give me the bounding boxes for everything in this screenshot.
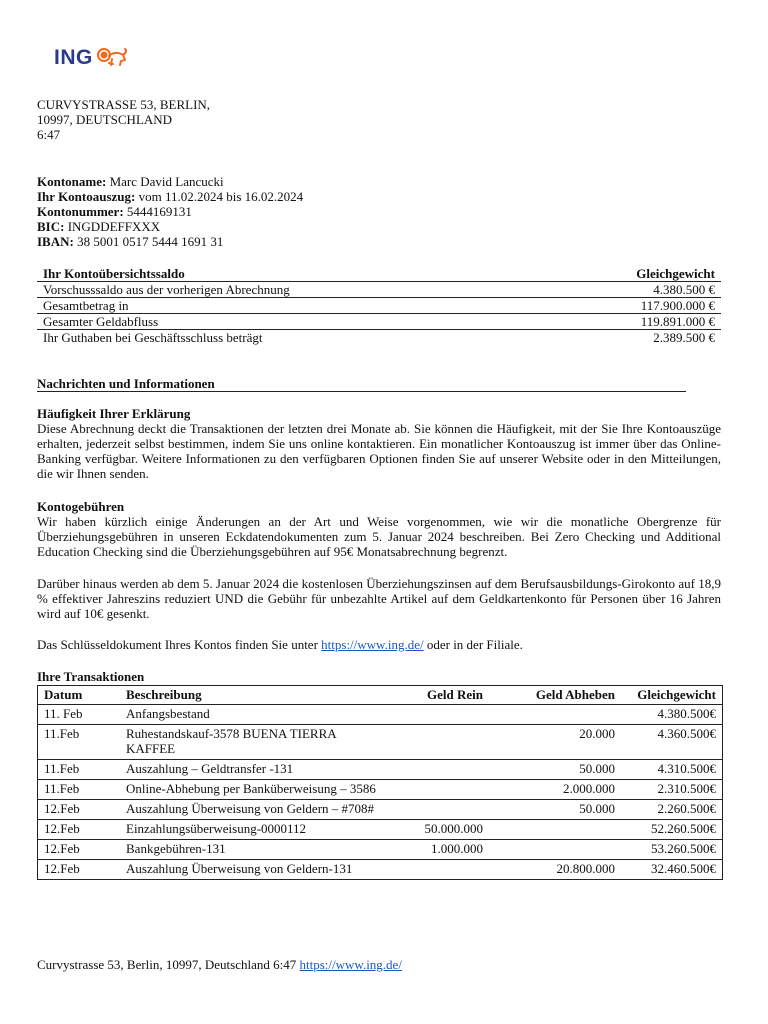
tx-in — [387, 760, 489, 780]
label: BIC: — [37, 219, 65, 234]
tx-balance: 2.260.500€ — [621, 800, 723, 820]
table-row — [38, 705, 723, 725]
tx-out — [489, 820, 621, 840]
label: Kontonummer: — [37, 204, 124, 219]
balance-summary-table — [37, 266, 721, 345]
account-details — [37, 174, 303, 249]
transactions-header — [38, 686, 723, 705]
tx-out: 20.000 — [489, 725, 621, 760]
tx-date: 11.Feb — [38, 725, 121, 760]
iban-row — [37, 234, 303, 249]
fees-additional-text: Darüber hinaus werden ab dem 5. Januar 2024 die kostenlosen Überziehungszinsen auf dem Berufsausbildungs-Girokonto auf 18,9 % effektiver Jahreszins reduziert UND die Gebühr für unbezahlte Artikel auf dem Geldkartenkonto für Personen über 16 Jahren wird auf 10€ gesenkt. — [37, 576, 721, 621]
tx-description: Auszahlung Überweisung von Geldern-131 — [120, 860, 387, 880]
news-heading: Nachrichten und Informationen — [37, 376, 686, 392]
transactions-heading: Ihre Transaktionen — [37, 669, 145, 684]
summary-header-balance: Gleichgewicht — [543, 266, 721, 282]
col-money-in: Geld Rein — [387, 686, 489, 705]
statement-frequency-section — [37, 406, 721, 481]
col-money-out: Geld Abheben — [489, 686, 621, 705]
address-line-2: 10997, DEUTSCHLAND — [37, 112, 173, 127]
tx-description: Ruhestandskauf-3578 BUENA TIERRA KAFFEE — [120, 725, 387, 760]
label: IBAN: — [37, 234, 74, 249]
tx-description: Online-Abhebung per Banküberweisung – 3586 — [120, 780, 387, 800]
tx-in — [387, 725, 489, 760]
col-description: Beschreibung — [120, 686, 387, 705]
tx-out — [489, 705, 621, 725]
tx-out: 50.000 — [489, 800, 621, 820]
address-line-1: CURVYSTRASSE 53, BERLIN, — [37, 97, 211, 112]
tx-description: Bankgebühren-131 — [120, 840, 387, 860]
col-balance: Gleichgewicht — [621, 686, 723, 705]
tx-in — [387, 780, 489, 800]
tx-out: 50.000 — [489, 760, 621, 780]
tx-date: 12.Feb — [38, 840, 121, 860]
tx-date: 12.Feb — [38, 800, 121, 820]
summary-label: Gesamtbetrag in — [37, 298, 543, 314]
tx-description: Auszahlung Überweisung von Geldern – #708# — [120, 800, 387, 820]
tx-out — [489, 840, 621, 860]
summary-label: Ihr Guthaben bei Geschäftsschluss beträgt — [43, 330, 263, 345]
footer — [37, 957, 402, 972]
summary-row — [37, 298, 721, 314]
tx-in: 50.000.000 — [387, 820, 489, 840]
section-title: Kontogebühren — [37, 499, 125, 514]
table-row — [38, 780, 723, 800]
tx-date: 11.Feb — [38, 760, 121, 780]
statement-period: vom 11.02.2024 bis 16.02.2024 — [138, 189, 304, 204]
tx-in — [387, 705, 489, 725]
summary-header — [37, 266, 721, 282]
customer-address — [37, 97, 210, 142]
account-number: 5444169131 — [126, 204, 192, 219]
logo-text: ING — [54, 45, 93, 69]
summary-row — [37, 330, 721, 346]
summary-value: 2.389.500 € — [653, 330, 715, 345]
bic-row — [37, 219, 303, 234]
text: Das Schlüsseldokument Ihres Kontos finden Sie unter — [37, 637, 322, 652]
iban: 38 5001 0517 5444 1691 31 — [77, 234, 224, 249]
account-number-row — [37, 204, 303, 219]
tx-date: 12.Feb — [38, 820, 121, 840]
tx-in — [387, 800, 489, 820]
text: oder in der Filiale. — [423, 637, 523, 652]
account-name: Marc David Lancucki — [109, 174, 224, 189]
tx-balance: 52.260.500€ — [621, 820, 723, 840]
lion-icon — [95, 46, 129, 68]
tx-in: 1.000.000 — [387, 840, 489, 860]
tx-out: 2.000.000 — [489, 780, 621, 800]
label: Kontoname: — [37, 174, 107, 189]
table-row — [38, 820, 723, 840]
col-date: Datum — [38, 686, 121, 705]
summary-row — [37, 282, 721, 298]
tx-date: 11.Feb — [38, 780, 121, 800]
footer-text: Curvystrasse 53, Berlin, 10997, Deutschland 6:47 — [37, 957, 300, 972]
tx-date: 11. Feb — [38, 705, 121, 725]
tx-balance: 53.260.500€ — [621, 840, 723, 860]
summary-header-label: Ihr Kontoübersichtssaldo — [37, 266, 543, 282]
section-text: Diese Abrechnung deckt die Transaktionen der letzten drei Monate ab. Sie können die Häufigkeit, mit der Sie Ihre Kontoauszüge erhalten, jederzeit selbst bestimmen, indem Sie uns online kontaktieren. Ein monatlicher Kontoauszug ist immer über das Online-Banking verfügbar. Weitere Informationen zu den verfügbaren Optionen finden Sie auf unserer Website oder in den Mitteilungen, die wir Ihnen senden. — [37, 421, 721, 481]
tx-description: Einzahlungsüberweisung-0000112 — [120, 820, 387, 840]
summary-label: Gesamter Geldabfluss — [37, 314, 543, 330]
tx-date: 12.Feb — [38, 860, 121, 880]
statement-period-row — [37, 189, 303, 204]
tx-balance: 2.310.500€ — [621, 780, 723, 800]
address-line-3: 6:47 — [37, 127, 61, 142]
table-row — [38, 760, 723, 780]
summary-value: 119.891.000 € — [543, 314, 721, 330]
tx-description: Auszahlung – Geldtransfer -131 — [120, 760, 387, 780]
table-row — [38, 860, 723, 880]
table-row — [38, 725, 723, 760]
section-text: Wir haben kürzlich einige Änderungen an der Art und Weise vorgenommen, wie wir die monatliche Obergrenze für Überziehungsgebühren in unseren Eckdatendokumenten zum 5. Januar 2024 beschreiben. Bei Zero Checking und Additional Education Checking sind die Überziehungsgebühren auf 95€ Monatsabrechnung begrenzt. — [37, 514, 721, 559]
bic: INGDDEFFXXX — [67, 219, 161, 234]
summary-value: 4.380.500 € — [543, 282, 721, 298]
transactions-table — [37, 685, 723, 880]
tx-balance: 4.360.500€ — [621, 725, 723, 760]
label: Ihr Kontoauszug: — [37, 189, 136, 204]
table-row — [38, 800, 723, 820]
tx-balance: 4.380.500€ — [621, 705, 723, 725]
tx-description: Anfangsbestand — [120, 705, 387, 725]
key-document-line — [37, 637, 721, 652]
account-fees-section — [37, 499, 721, 559]
tx-balance: 4.310.500€ — [621, 760, 723, 780]
bank-logo — [54, 44, 129, 70]
summary-row — [37, 314, 721, 330]
summary-label: Vorschusssaldo aus der vorherigen Abrechnung — [37, 282, 543, 298]
footer-link[interactable]: https://www.ing.de/ — [299, 957, 402, 972]
summary-value: 117.900.000 € — [543, 298, 721, 314]
account-name-row — [37, 174, 303, 189]
ing-website-link[interactable]: https://www.ing.de/ — [321, 637, 424, 652]
tx-balance: 32.460.500€ — [621, 860, 723, 880]
tx-out: 20.800.000 — [489, 860, 621, 880]
table-row — [38, 840, 723, 860]
section-title: Häufigkeit Ihrer Erklärung — [37, 406, 191, 421]
tx-in — [387, 860, 489, 880]
